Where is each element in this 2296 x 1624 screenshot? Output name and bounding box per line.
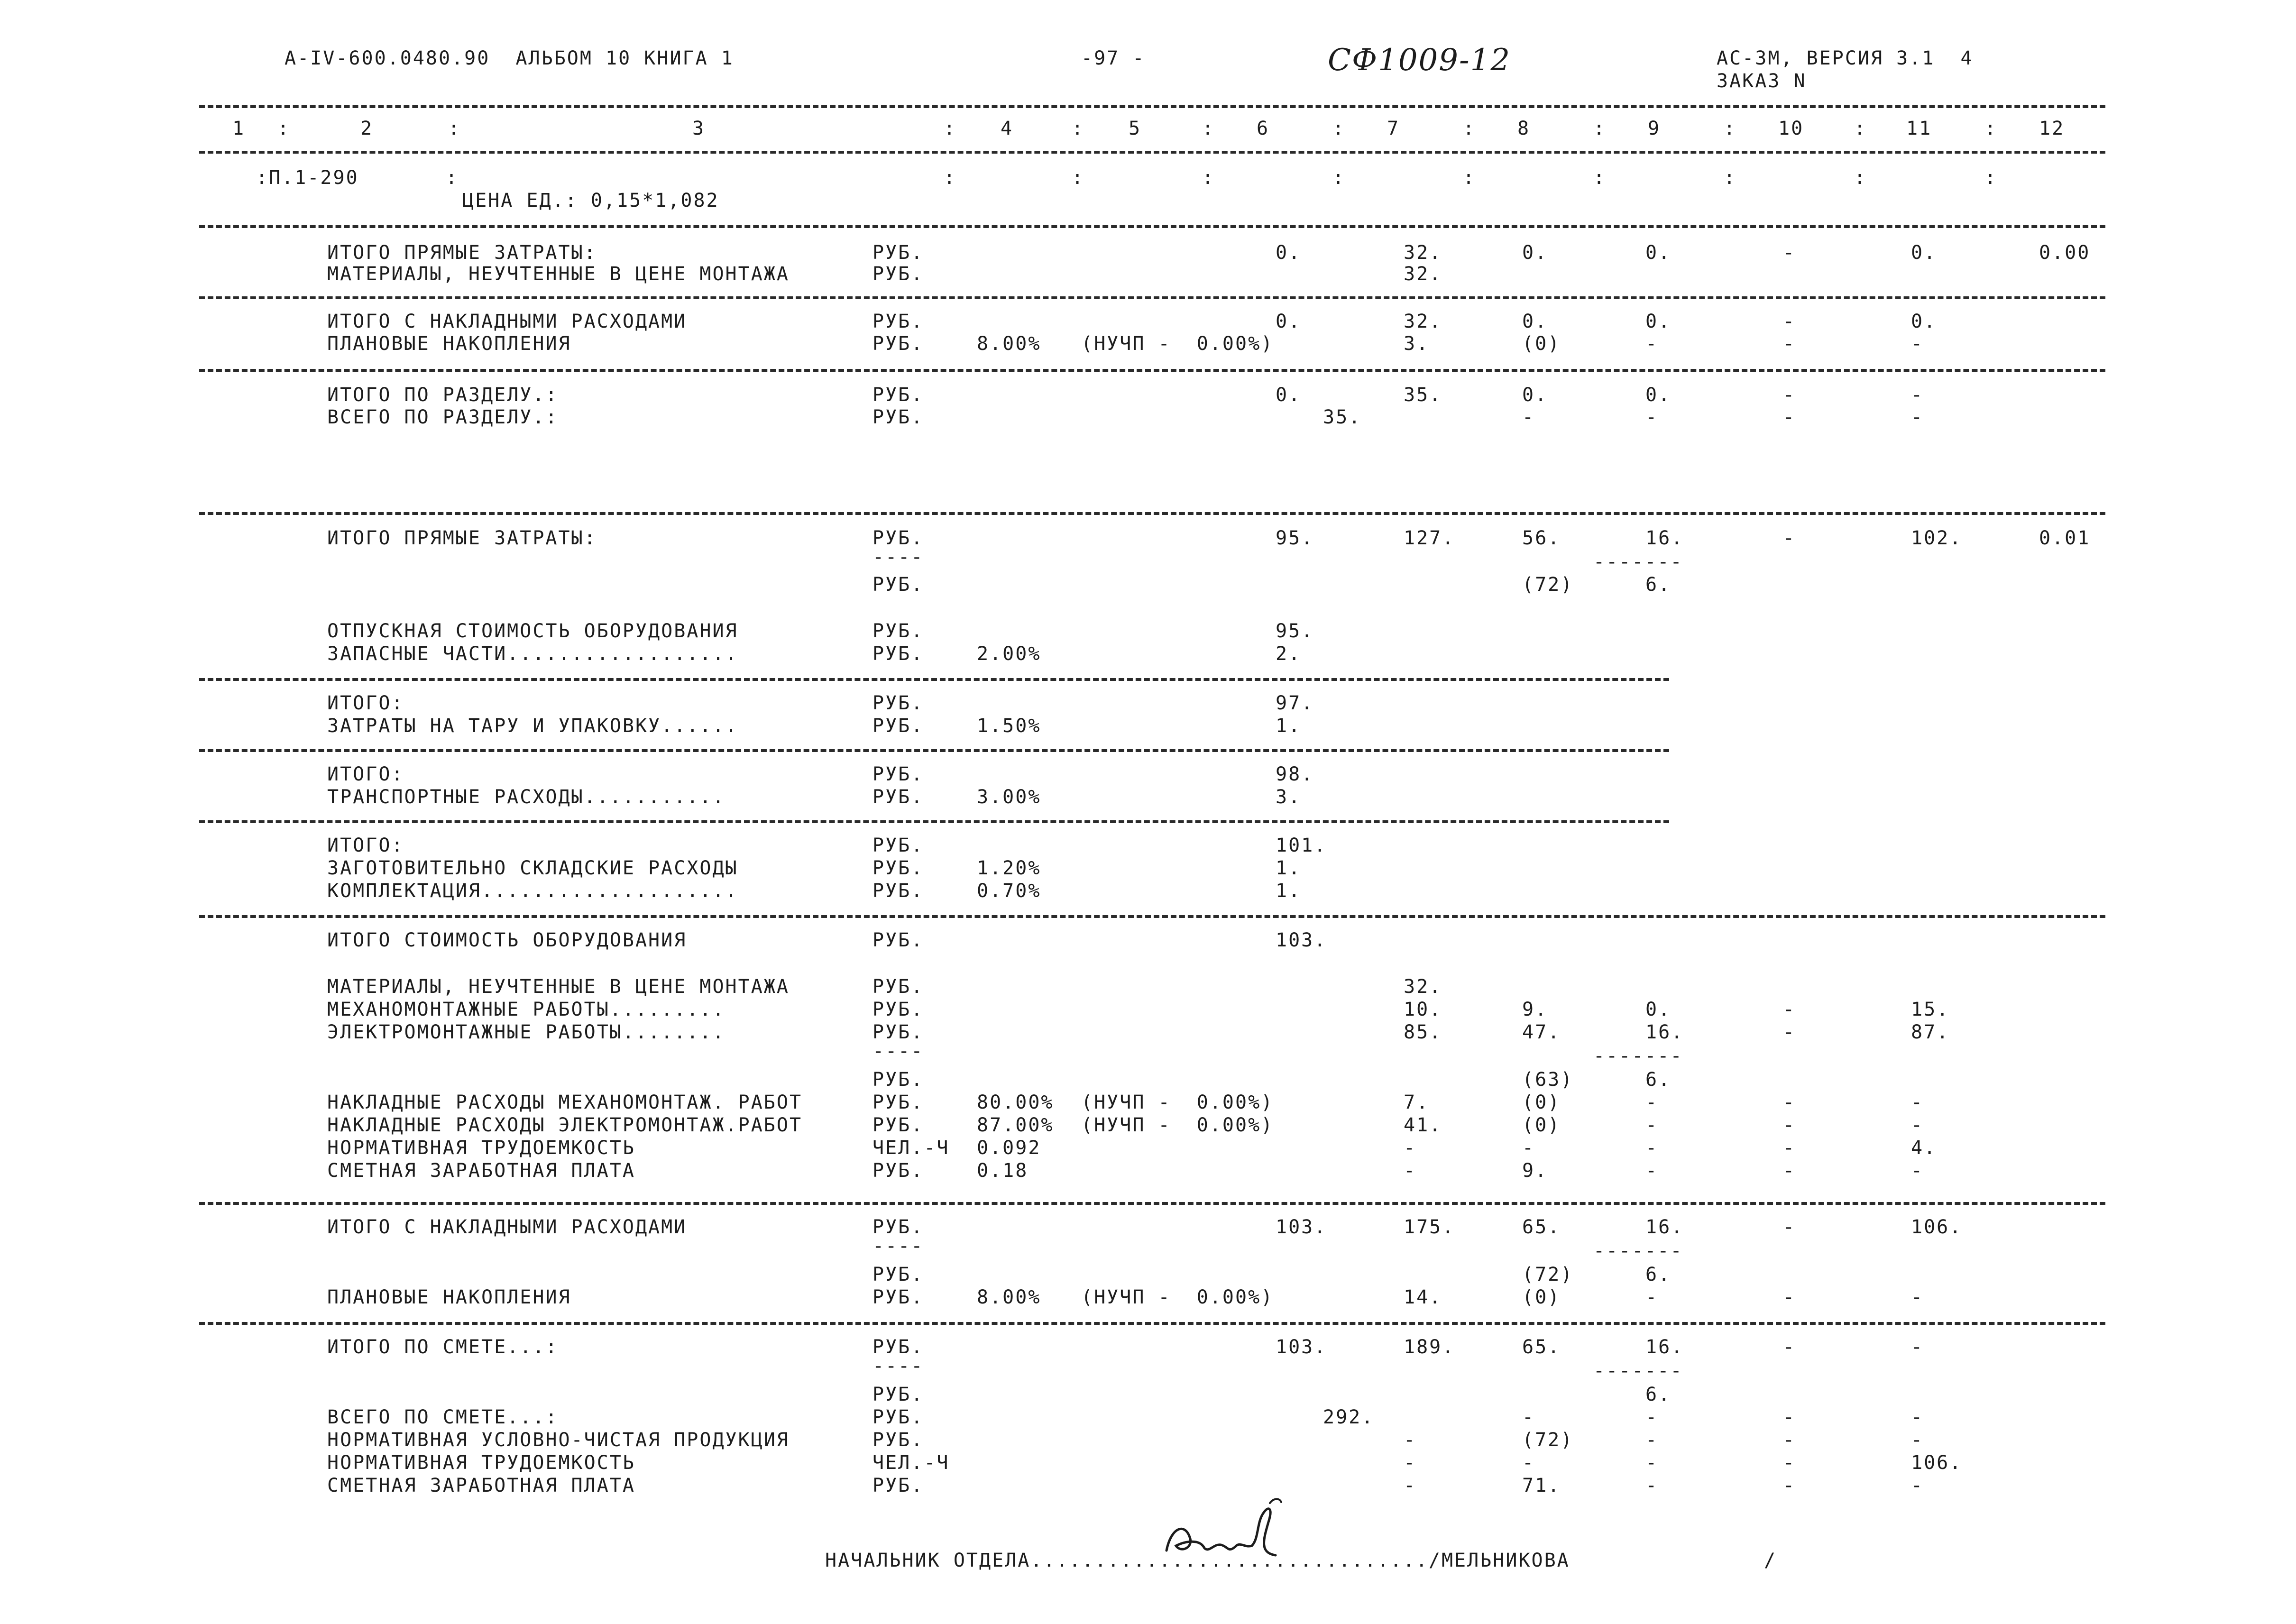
unit-cell: РУБ. (872, 333, 924, 355)
col10-cell: - (1783, 384, 1796, 406)
equipment-cell: 95. (1276, 527, 1314, 549)
line-label: ПЛАНОВЫЕ НАКОПЛЕНИЯ (327, 333, 571, 355)
machine-cell: 0. (1645, 311, 1671, 332)
divider (199, 749, 1669, 752)
equipment-cell: 101. (1276, 835, 1327, 856)
rate-cell: 1.50% (977, 715, 1041, 737)
document-code: А-IV-600.0480.90 АЛЬБОМ 10 КНИГА 1 (285, 47, 734, 69)
col11-cell: - (1911, 384, 1924, 406)
col11-cell: 106. (1911, 1216, 1963, 1238)
machine-cell: 16. (1645, 527, 1684, 549)
unit-cell: РУБ. (872, 1475, 924, 1496)
machine-cell: - (1645, 1286, 1659, 1308)
cost-cell: - (1404, 1137, 1417, 1159)
line-label: ВСЕГО ПО СМЕТЕ...: (327, 1406, 559, 1428)
unit-cell: РУБ. (872, 999, 924, 1020)
equipment-cell: 3. (1276, 786, 1302, 808)
col11-cell: - (1911, 1475, 1924, 1496)
wage-cell: 65. (1522, 1336, 1561, 1358)
col10-cell: - (1783, 311, 1796, 332)
column-number: 5 (1129, 118, 1142, 139)
column-separator: : (1202, 118, 1215, 139)
col11-cell: 15. (1911, 999, 1950, 1020)
unit-cell: РУБ. (872, 574, 924, 596)
column-number: 3 (692, 118, 706, 139)
unit-cell: РУБ. (872, 1406, 924, 1428)
unit-cell: РУБ. (872, 1069, 924, 1091)
nuchp-cell: (НУЧП - 0.00%) (1081, 1114, 1274, 1136)
cost-cell: - (1404, 1475, 1417, 1496)
rate-cell: 0.18 (977, 1160, 1029, 1182)
equipment-cell: 0. (1276, 311, 1302, 332)
equipment-cell: 97. (1276, 692, 1314, 714)
column-number: 10 (1778, 118, 1804, 139)
equipment-cell: 95. (1276, 620, 1314, 642)
column-separator: : (1984, 167, 1998, 189)
col11-cell: 0. (1911, 311, 1937, 332)
wage-cell: 65. (1522, 1216, 1561, 1238)
page-number: -97 - (1081, 47, 1146, 69)
wage-cell: 56. (1522, 527, 1561, 549)
wage-cell: 9. (1522, 1160, 1548, 1182)
column-separator: : (1724, 167, 1737, 189)
wage-cell: (63) (1522, 1069, 1574, 1091)
column-separator: : (1463, 118, 1476, 139)
rate-cell: 8.00% (977, 1286, 1041, 1308)
cost-cell: 10. (1404, 999, 1442, 1020)
column-separator: : (1072, 167, 1085, 189)
signature-line: НАЧАЛЬНИК ОТДЕЛА.............................../МЕЛЬНИКОВА (825, 1550, 1570, 1571)
wage-cell: - (1522, 406, 1535, 428)
machine-cell: ------- (1593, 1240, 1683, 1262)
equipment-cell: 0. (1276, 384, 1302, 406)
column-separator: : (1072, 118, 1085, 139)
machine-cell: - (1645, 1137, 1659, 1159)
column-separator: : (1463, 167, 1476, 189)
rate-cell: 0.70% (977, 880, 1041, 902)
machine-cell: - (1645, 333, 1659, 355)
column-number: 4 (1001, 118, 1014, 139)
line-label: ЗАПАСНЫЕ ЧАСТИ.................. (327, 643, 738, 665)
col11-cell: 102. (1911, 527, 1963, 549)
unit-cell: РУБ. (872, 242, 924, 264)
line-label: ИТОГО С НАКЛАДНЫМИ РАСХОДАМИ (327, 311, 687, 332)
col10-cell: - (1783, 1286, 1796, 1308)
column-number: 9 (1648, 118, 1661, 139)
machine-cell: 6. (1645, 1264, 1671, 1285)
equipment-cell: 0. (1276, 242, 1302, 264)
divider (199, 1322, 2105, 1325)
position-code: :П.1-290 (256, 167, 359, 189)
unit-cell: РУБ. (872, 384, 924, 406)
col11-cell: 0. (1911, 242, 1937, 264)
rate-cell: 87.00% (977, 1114, 1054, 1136)
nuchp-cell: (НУЧП - 0.00%) (1081, 1286, 1274, 1308)
unit-cell: ---- (872, 1355, 924, 1377)
cost-cell: - (1404, 1160, 1417, 1182)
line-label: НОРМАТИВНАЯ ТРУДОЕМКОСТЬ (327, 1137, 635, 1159)
col10-cell: - (1783, 1021, 1796, 1043)
cost-cell: 35. (1404, 384, 1442, 406)
column-number: 6 (1257, 118, 1270, 139)
machine-cell: - (1645, 1160, 1659, 1182)
divider (199, 369, 2105, 372)
column-number: 2 (360, 118, 374, 139)
divider (199, 296, 2105, 299)
unit-cell: РУБ. (872, 880, 924, 902)
col11-cell: - (1911, 406, 1924, 428)
cost-cell: 127. (1404, 527, 1455, 549)
column-separator: : (1593, 167, 1607, 189)
col10-cell: - (1783, 1336, 1796, 1358)
column-separator: : (1984, 118, 1998, 139)
unit-cell: РУБ. (872, 1114, 924, 1136)
col11-cell: 87. (1911, 1021, 1950, 1043)
line-label: ИТОГО С НАКЛАДНЫМИ РАСХОДАМИ (327, 1216, 687, 1238)
unit-cell: РУБ. (872, 620, 924, 642)
wage-cell: 9. (1522, 999, 1548, 1020)
unit-cell: РУБ. (872, 527, 924, 549)
column-separator: : (1202, 167, 1215, 189)
machine-cell: 6. (1645, 1384, 1671, 1405)
wage-cell: 0. (1522, 384, 1548, 406)
machine-cell: ------- (1593, 551, 1683, 573)
col10-cell: - (1783, 1114, 1796, 1136)
line-label: ЭЛЕКТРОМОНТАЖНЫЕ РАБОТЫ........ (327, 1021, 726, 1043)
nuchp-cell: (НУЧП - 0.00%) (1081, 333, 1274, 355)
equipment-cell: 103. (1276, 1216, 1327, 1238)
column-separator: : (944, 167, 957, 189)
unit-cell: РУБ. (872, 1160, 924, 1182)
wage-cell: (0) (1522, 1114, 1561, 1136)
cost-cell: 85. (1404, 1021, 1442, 1043)
rate-cell: 3.00% (977, 786, 1041, 808)
col11-cell: - (1911, 1286, 1924, 1308)
column-number: 11 (1906, 118, 1932, 139)
wage-cell: 0. (1522, 242, 1548, 264)
machine-cell: - (1645, 1406, 1659, 1428)
machine-cell: 16. (1645, 1336, 1684, 1358)
machine-cell: 16. (1645, 1216, 1684, 1238)
machine-cell: 6. (1645, 574, 1671, 596)
line-label: ИТОГО ПО РАЗДЕЛУ.: (327, 384, 559, 406)
col11-cell: - (1911, 1336, 1924, 1358)
column-separator: : (1332, 167, 1346, 189)
unit-cell: РУБ. (872, 1429, 924, 1451)
machine-cell: - (1645, 1452, 1659, 1474)
line-label: МАТЕРИАЛЫ, НЕУЧТЕННЫЕ В ЦЕНЕ МОНТАЖА (327, 263, 790, 285)
divider (199, 225, 2105, 228)
line-label: НАКЛАДНЫЕ РАСХОДЫ МЕХАНОМОНТАЖ. РАБОТ (327, 1092, 803, 1113)
wage-cell: 47. (1522, 1021, 1561, 1043)
divider (199, 105, 2105, 108)
col10-cell: - (1783, 333, 1796, 355)
unit-cell: РУБ. (872, 406, 924, 428)
column-separator: : (1854, 167, 1867, 189)
line-label: КОМПЛЕКТАЦИЯ.................... (327, 880, 738, 902)
machine-cell: 0. (1645, 242, 1671, 264)
wage-cell: (0) (1522, 1092, 1561, 1113)
unit-cell: РУБ. (872, 1092, 924, 1113)
line-label: НАКЛАДНЫЕ РАСХОДЫ ЭЛЕКТРОМОНТАЖ.РАБОТ (327, 1114, 803, 1136)
cost-cell: 32. (1404, 976, 1442, 998)
cost-cell: 3. (1404, 333, 1430, 355)
col10-cell: - (1783, 1429, 1796, 1451)
col10-cell: - (1783, 527, 1796, 549)
col10-cell: - (1783, 1475, 1796, 1496)
cost-cell: - (1404, 1429, 1417, 1451)
col10-cell: - (1783, 1452, 1796, 1474)
col10-cell: - (1783, 999, 1796, 1020)
wage-cell: (72) (1522, 1264, 1574, 1285)
col11-cell: 4. (1911, 1137, 1937, 1159)
cost-cell: 14. (1404, 1286, 1442, 1308)
order-number: ЗАКАЗ N (1717, 70, 1807, 92)
equipment-cell: 1. (1276, 715, 1302, 737)
line-label: ИТОГО ПРЯМЫЕ ЗАТРАТЫ: (327, 242, 597, 264)
line-label: ИТОГО: (327, 835, 404, 856)
unit-cell: РУБ. (872, 1216, 924, 1238)
unit-cell: РУБ. (872, 263, 924, 285)
machine-cell: 16. (1645, 1021, 1684, 1043)
line-label: ИТОГО СТОИМОСТЬ ОБОРУДОВАНИЯ (327, 929, 687, 951)
handwritten-code: СФ1009-12 (1328, 43, 1511, 78)
line-label: МЕХАНОМОНТАЖНЫЕ РАБОТЫ......... (327, 999, 726, 1020)
cost-cell: 175. (1404, 1216, 1455, 1238)
col10-cell: - (1783, 1406, 1796, 1428)
column-separator: : (277, 118, 291, 139)
column-number: 8 (1517, 118, 1531, 139)
rate-cell: 0.092 (977, 1137, 1041, 1159)
wage-cell: (0) (1522, 333, 1561, 355)
line-label: ТРАНСПОРТНЫЕ РАСХОДЫ........... (327, 786, 726, 808)
unit-cell: ЧЕЛ.-Ч (872, 1452, 950, 1474)
unit-cell: РУБ. (872, 1384, 924, 1405)
machine-cell: - (1645, 1092, 1659, 1113)
line-label: ИТОГО: (327, 763, 404, 785)
col12-cell: 0.01 (2039, 527, 2091, 549)
col10-cell: - (1783, 242, 1796, 264)
line-label: ОТПУСКНАЯ СТОИМОСТЬ ОБОРУДОВАНИЯ (327, 620, 738, 642)
machine-cell: ------- (1593, 1045, 1683, 1067)
column-number: 12 (2039, 118, 2065, 139)
wage-cell: (0) (1522, 1286, 1561, 1308)
unit-cell: РУБ. (872, 715, 924, 737)
col11-cell: - (1911, 1429, 1924, 1451)
equipment-cell: 103. (1276, 929, 1327, 951)
line-label: ЗАТРАТЫ НА ТАРУ И УПАКОВКУ...... (327, 715, 738, 737)
machine-cell: 6. (1645, 1069, 1671, 1091)
col11-cell: 106. (1911, 1452, 1963, 1474)
machine-cell: - (1645, 406, 1659, 428)
unit-cell: ---- (872, 1040, 924, 1062)
divider (199, 151, 2105, 154)
machine-cell: 0. (1645, 384, 1671, 406)
line-label: ИТОГО ПО СМЕТЕ...: (327, 1336, 559, 1358)
unit-price: ЦЕНА ЕД.: 0,15*1,082 (462, 190, 719, 211)
column-separator: : (448, 118, 461, 139)
machine-cell: 0. (1645, 999, 1671, 1020)
column-separator: : (1593, 118, 1607, 139)
rate-cell: 8.00% (977, 333, 1041, 355)
col10-cell: - (1783, 1137, 1796, 1159)
total-cell: 292. (1323, 1406, 1375, 1428)
column-separator: : (944, 118, 957, 139)
cost-cell: 32. (1404, 263, 1442, 285)
unit-cell: ---- (872, 546, 924, 568)
cost-cell: 32. (1404, 311, 1442, 332)
cost-cell: 32. (1404, 242, 1442, 264)
line-label: ЗАГОТОВИТЕЛЬНО СКЛАДСКИЕ РАСХОДЫ (327, 857, 738, 879)
rate-cell: 1.20% (977, 857, 1041, 879)
col11-cell: - (1911, 1406, 1924, 1428)
line-label: СМЕТНАЯ ЗАРАБОТНАЯ ПЛАТА (327, 1160, 635, 1182)
equipment-cell: 98. (1276, 763, 1314, 785)
equipment-cell: 2. (1276, 643, 1302, 665)
unit-cell: РУБ. (872, 311, 924, 332)
unit-cell: РУБ. (872, 929, 924, 951)
wage-cell: - (1522, 1406, 1535, 1428)
cost-cell: 7. (1404, 1092, 1430, 1113)
column-separator: : (1332, 118, 1346, 139)
col11-cell: - (1911, 1092, 1924, 1113)
col10-cell: - (1783, 406, 1796, 428)
divider (199, 512, 2105, 515)
column-separator: : (446, 167, 459, 189)
nuchp-cell: (НУЧП - 0.00%) (1081, 1092, 1274, 1113)
unit-cell: РУБ. (872, 692, 924, 714)
machine-cell: - (1645, 1429, 1659, 1451)
unit-cell: РУБ. (872, 1336, 924, 1358)
total-cell: 35. (1323, 406, 1362, 428)
column-separator: : (1724, 118, 1737, 139)
wage-cell: (72) (1522, 1429, 1574, 1451)
wage-cell: (72) (1522, 574, 1574, 596)
wage-cell: - (1522, 1137, 1535, 1159)
column-number: 7 (1387, 118, 1400, 139)
col11-cell: - (1911, 333, 1924, 355)
col10-cell: - (1783, 1092, 1796, 1113)
software-version: АС-ЗМ, ВЕРСИЯ 3.1 4 (1717, 47, 1974, 69)
col11-cell: - (1911, 1160, 1924, 1182)
divider (199, 820, 1669, 823)
unit-cell: ЧЕЛ.-Ч (872, 1137, 950, 1159)
wage-cell: 0. (1522, 311, 1548, 332)
divider (199, 915, 2105, 918)
col10-cell: - (1783, 1216, 1796, 1238)
cost-cell: 41. (1404, 1114, 1442, 1136)
unit-cell: РУБ. (872, 786, 924, 808)
unit-cell: РУБ. (872, 857, 924, 879)
rate-cell: 2.00% (977, 643, 1041, 665)
unit-cell: РУБ. (872, 835, 924, 856)
rate-cell: 80.00% (977, 1092, 1054, 1113)
line-label: МАТЕРИАЛЫ, НЕУЧТЕННЫЕ В ЦЕНЕ МОНТАЖА (327, 976, 790, 998)
signature-slash: / (1764, 1550, 1777, 1571)
line-label: НОРМАТИВНАЯ ТРУДОЕМКОСТЬ (327, 1452, 635, 1474)
equipment-cell: 1. (1276, 880, 1302, 902)
wage-cell: 71. (1522, 1475, 1561, 1496)
handwritten-signature (1157, 1494, 1318, 1565)
cost-cell: 189. (1404, 1336, 1455, 1358)
machine-cell: ------- (1593, 1360, 1683, 1382)
divider (199, 678, 1669, 681)
unit-cell: РУБ. (872, 763, 924, 785)
wage-cell: - (1522, 1452, 1535, 1474)
cost-cell: - (1404, 1452, 1417, 1474)
divider (199, 1202, 2105, 1205)
col11-cell: - (1911, 1114, 1924, 1136)
line-label: ИТОГО: (327, 692, 404, 714)
unit-cell: РУБ. (872, 643, 924, 665)
equipment-cell: 1. (1276, 857, 1302, 879)
unit-cell: РУБ. (872, 1021, 924, 1043)
equipment-cell: 103. (1276, 1336, 1327, 1358)
machine-cell: - (1645, 1114, 1659, 1136)
line-label: ИТОГО ПРЯМЫЕ ЗАТРАТЫ: (327, 527, 597, 549)
column-number: 1 (232, 118, 246, 139)
line-label: ВСЕГО ПО РАЗДЕЛУ.: (327, 406, 559, 428)
line-label: СМЕТНАЯ ЗАРАБОТНАЯ ПЛАТА (327, 1475, 635, 1496)
line-label: ПЛАНОВЫЕ НАКОПЛЕНИЯ (327, 1286, 571, 1308)
unit-cell: ---- (872, 1235, 924, 1257)
column-separator: : (1854, 118, 1867, 139)
machine-cell: - (1645, 1475, 1659, 1496)
col10-cell: - (1783, 1160, 1796, 1182)
unit-cell: РУБ. (872, 976, 924, 998)
unit-cell: РУБ. (872, 1264, 924, 1285)
line-label: НОРМАТИВНАЯ УСЛОВНО-ЧИСТАЯ ПРОДУКЦИЯ (327, 1429, 790, 1451)
unit-cell: РУБ. (872, 1286, 924, 1308)
col12-cell: 0.00 (2039, 242, 2091, 264)
